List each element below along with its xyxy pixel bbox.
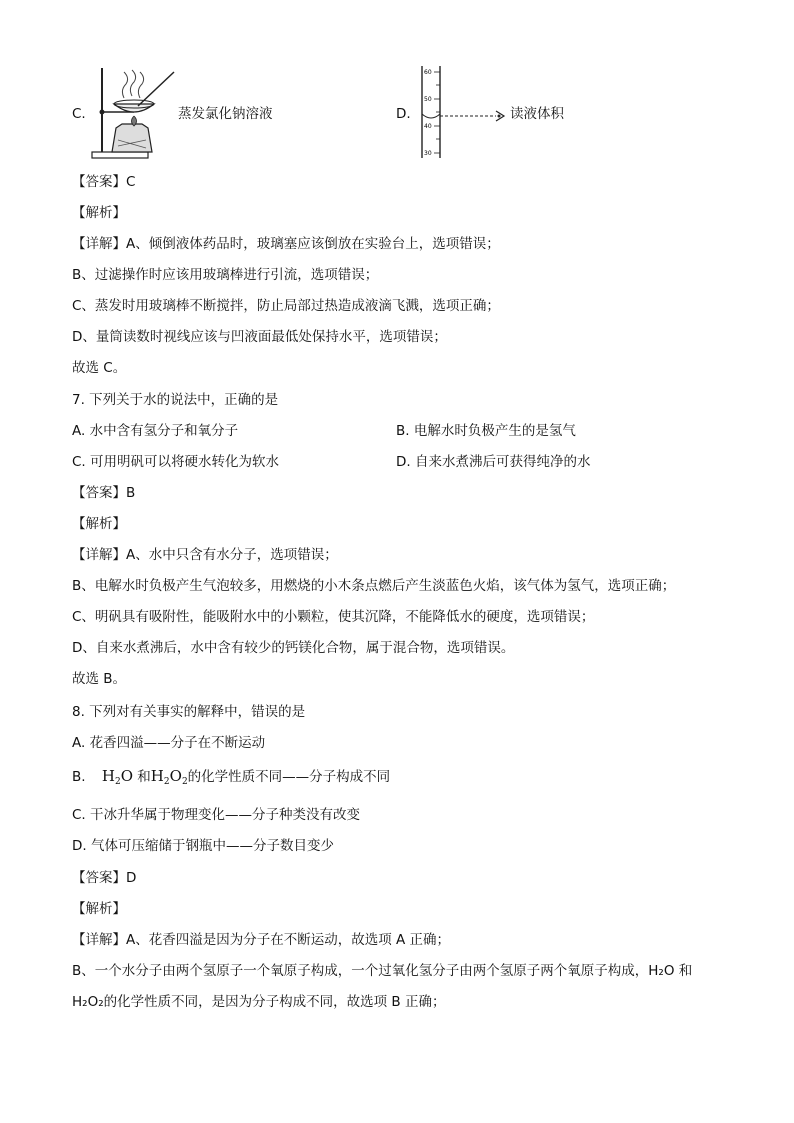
- q8-answer: 【答案】D: [72, 870, 137, 886]
- option-c-letter: C.: [72, 106, 86, 122]
- cylinder-tick-label: 50: [424, 96, 432, 103]
- q7-option-b: B. 电解水时负极产生的是氢气: [396, 423, 576, 439]
- q7-detail: 【详解】A、水中只含有水分子，选项错误；: [72, 547, 338, 563]
- q8-stem: 8. 下列对有关事实的解释中，错误的是: [72, 704, 306, 720]
- q8-option-c: C. 干冰升华属于物理变化——分子种类没有改变: [72, 807, 361, 823]
- q8-detail: 【详解】A、花香四溢是因为分子在不断运动，故选项 A 正确；: [72, 932, 451, 948]
- q8-option-b-text: 的化学性质不同——分子构成不同: [187, 769, 391, 785]
- cylinder-tick-label: 60: [424, 69, 432, 76]
- q6-detail: C、蒸发时用玻璃棒不断搅拌，防止局部过热造成液滴飞溅，选项正确；: [72, 298, 500, 314]
- q6-conclusion: 故选 C。: [72, 360, 127, 376]
- q6-analysis-heading: 【解析】: [72, 205, 126, 221]
- option-d-caption: 读液体积: [510, 106, 564, 122]
- q7-detail: B、电解水时负极产生气泡较多，用燃烧的小木条点燃后产生淡蓝色火焰，该气体为氢气，选项正确；: [72, 578, 676, 594]
- q6-detail: D、量筒读数时视线应该与凹液面最低处保持水平，选项错误；: [72, 329, 447, 345]
- q8-option-b-letter: B.: [72, 769, 86, 785]
- q7-option-d: D. 自来水煮沸后可获得纯净的水: [396, 454, 591, 470]
- q7-option-a: A. 水中含有氢分子和氧分子: [72, 423, 239, 439]
- q7-analysis-heading: 【解析】: [72, 516, 126, 532]
- q8-option-a: A. 花香四溢——分子在不断运动: [72, 735, 266, 751]
- option-c-caption: 蒸发氯化钠溶液: [178, 106, 273, 122]
- water-formula: $H_2O$: [101, 767, 133, 787]
- q6-detail: 【详解】A、倾倒液体药品时，玻璃塞应该倒放在实验台上，选项错误；: [72, 236, 500, 252]
- hydrogen-peroxide-formula: $H_2O_2$: [150, 767, 188, 787]
- q7-option-c: C. 可用明矾可以将硬水转化为软水: [72, 454, 280, 470]
- q8-option-d: D. 气体可压缩储于钢瓶中——分子数目变少: [72, 838, 334, 854]
- q8-option-b: [72, 766, 390, 787]
- q8-detail: H₂O₂的化学性质不同，是因为分子构成不同，故选项 B 正确；: [72, 994, 446, 1010]
- q8-analysis-heading: 【解析】: [72, 901, 126, 917]
- evaporation-apparatus-figure: [88, 64, 180, 162]
- q7-detail: C、明矾具有吸附性，能吸附水中的小颗粒，使其沉降，不能降低水的硬度，选项错误；: [72, 609, 595, 625]
- graduated-cylinder-figure: [416, 64, 512, 162]
- q6-answer: 【答案】C: [72, 174, 136, 190]
- q7-stem: 7. 下列关于水的说法中，正确的是: [72, 392, 279, 408]
- q6-detail: B、过滤操作时应该用玻璃棒进行引流，选项错误；: [72, 267, 379, 283]
- q7-detail: D、自来水煮沸后，水中含有较少的钙镁化合物，属于混合物，选项错误。: [72, 640, 515, 656]
- option-d-letter: D.: [396, 106, 411, 122]
- q7-conclusion: 故选 B。: [72, 671, 127, 687]
- cylinder-tick-label: 30: [424, 150, 432, 157]
- q7-answer: 【答案】B: [72, 485, 136, 501]
- q8-detail: B、一个水分子由两个氢原子一个氧原子构成，一个过氧化氢分子由两个氢原子两个氧原子构成，H₂O 和: [72, 963, 693, 979]
- q8-option-b-and: 和: [137, 769, 151, 785]
- cylinder-tick-label: 40: [424, 123, 432, 130]
